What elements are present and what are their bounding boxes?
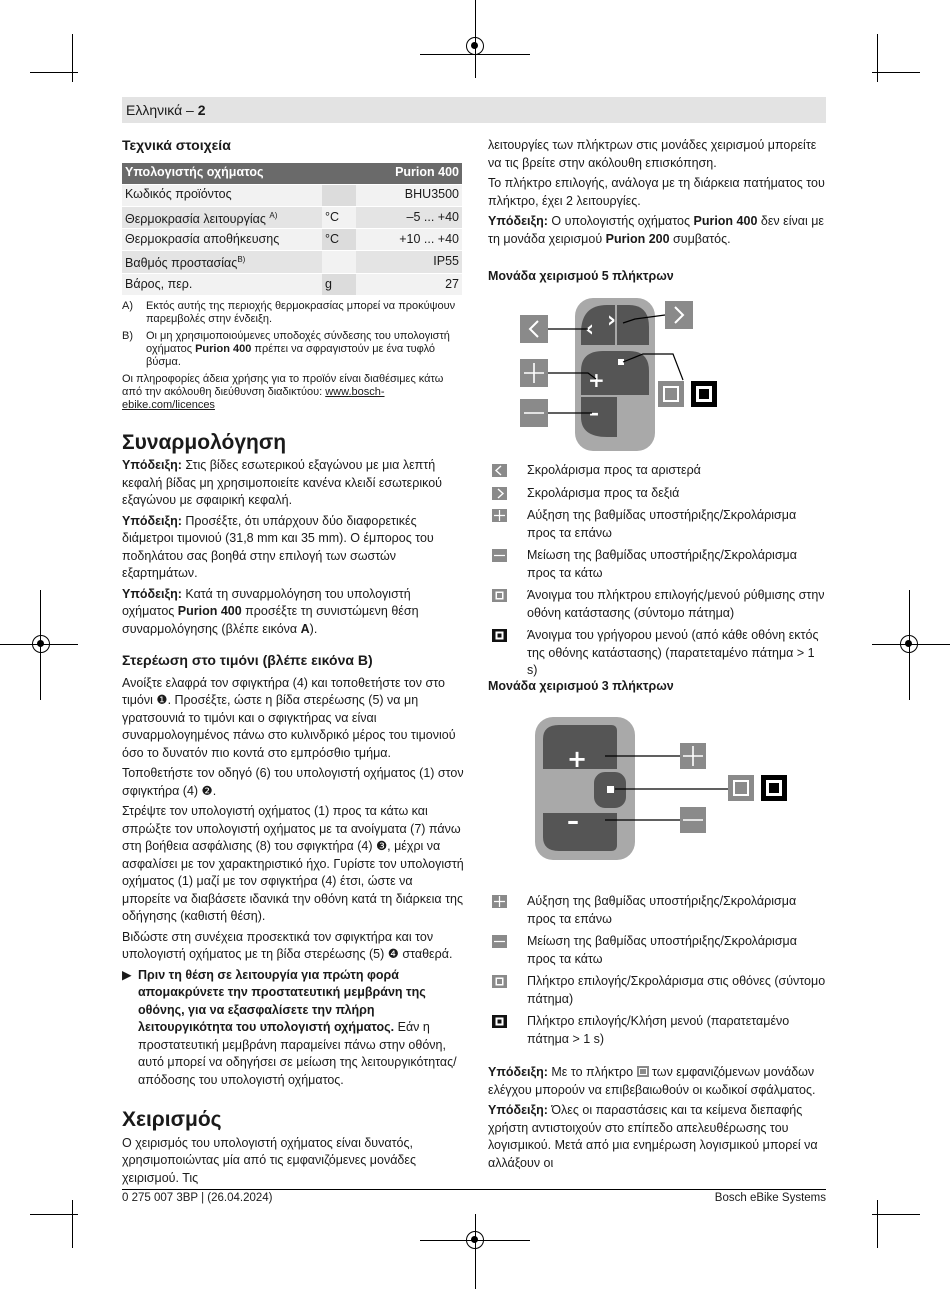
spec-head-value: Purion 400 [356,163,462,185]
crop-mark [30,72,78,73]
page-header [122,97,826,123]
page-number: 2 [197,102,206,118]
spec-value: –5 ... +40 [356,206,462,229]
svg-text:‹: ‹ [585,317,595,342]
spec-label: Θερμοκρασία λειτουργίας [125,211,266,226]
list-item: Πλήκτρο επιλογής/Κλήση μενού (παρατεταμένο πάτημα > 1 s) [488,1013,826,1048]
list-item: Άνοιγμα του γρήγορου μενού (από κάθε οθόνη εκτός της οθόνης κατάστασης) (παρατεταμένο πάτημα > 1 s) [488,627,826,680]
footer-doc-id: 0 275 007 3BP | (26.04.2024) [122,1192,273,1204]
mounting-step-4: Βιδώστε στη συνέχεια προσεκτικά τον σφιγκτήρα και τον υπολογιστή οχήματος με τη βίδα στερέωσης (5) ❹ σταθερά. [122,929,453,962]
spec-label: Βαθμός προστασίας [125,256,238,271]
list-item: Σκρολάρισμα προς τα δεξιά [488,485,826,503]
crop-mark [475,1214,476,1289]
spec-unit [322,184,356,206]
list-item: Σκρολάρισμα προς τα αριστερά [488,462,826,480]
license-note: Οι πληροφορίες άδεια χρήσης για το προϊόν είναι διαθέσιμες κάτω από την ακόλουθη διεύθυνση διαδικτύου: www.bosch-ebike.com/licences [122,372,444,411]
arrow-left-icon [492,464,507,477]
spec-unit: °C [322,229,356,251]
select-key-icon [492,589,507,602]
spec-value: 27 [356,273,462,295]
plus-icon [492,895,507,908]
assembly-hint-1: Υπόδειξη: Στις βίδες εσωτερικού εξαγώνου με μια λεπτή κεφαλή βίδας μη χρησιμοποιείτε κανένα κλειδί εσωτερικού εξαγώνου με σφαιρική κεφαλή. [122,458,443,508]
registration-mark-icon [900,635,918,653]
spec-table [122,163,462,296]
list-item: Πλήκτρο επιλογής/Σκρολάρισμα στις οθόνες (σύντομο πάτημα) [488,973,826,1008]
warning-bullet: ▶ Πριν τη θέση σε λειτουργία για πρώτη φορά απομακρύνετε την προστατευτική μεμβράνη της οθόνης, για να εξασφαλίσετε την πλήρη λειτουργικότητα του υπολογιστή οχήματος. Εάν η προστατευτική μεμβράνη παραμείνει πάνω στην οθόνη, αυτό μπορεί να οδηγήσει σε μείωση της λειτουργικότητας/απόδοσης του υπολογιστή οχήματος. [122,967,464,1090]
crop-mark [877,34,878,82]
footer-brand: Bosch eBike Systems [714,1192,826,1204]
right-column-top [488,137,826,286]
svg-text:–: – [589,401,599,425]
crop-mark [72,34,73,82]
table-row [122,206,462,229]
assembly-hint-2: Υπόδειξη: Προσέξτε, ότι υπάρχουν δύο διαφορετικές διάμετροι τιμονιού (31,8 mm και 35 mm). Ο έμπορος του ποδηλάτου σας βοηθά στην επιλογή των σωστών εξαρτημάτων. [122,513,434,581]
mounting-step-2: Τοποθετήστε τον οδηγό (6) του υπολογιστή οχήματος (1) στον σφιγκτήρα (4) ❷. [122,766,464,798]
mounting-step-3: Στρέψτε τον υπολογιστή οχήματος (1) προς τα κάτω και σπρώξτε τον υπολογιστή οχήματος με τα ανοίγματα (7) πάνω στη βοήθεια ασφάλισης (8) του σφιγκτήρα (4) ❸, μέχρι να ασφαλίσει με τον χαρακτηριστικό ήχο. Γυρίστε τον υπολογιστή οχήματος (1) μαζί με τον σφιγκτήρα (4) έτσι, ώστε να μπορείτε να διαβάσετε ιδανικά την οθόνη κατά τη διάρκεια της οδήγησης (καθιστή θέση). [122,804,464,924]
unit3-heading: Μονάδα χειρισμού 3 πλήκτρων [488,679,674,693]
select-key-long-press-icon [492,629,507,642]
svg-text:+: + [588,368,605,392]
final-hint-1: Υπόδειξη: Με το πλήκτρο των εμφανιζόμενων μονάδων ελέγχου μπορούν να επιβεβαιωθούν οι κωδικοί σφάλματος. [488,1065,816,1097]
select-key-icon [637,1066,649,1077]
arrow-right-icon [492,487,507,500]
list-item: Άνοιγμα του πλήκτρου επιλογής/μενού ρύθμισης στην οθόνη κατάστασης (σύντομο πάτημα) [488,587,826,622]
final-hints [488,1064,826,1175]
registration-mark-icon [466,1231,484,1249]
header-language: Ελληνικά [126,102,183,118]
crop-mark [30,1214,78,1215]
svg-text:›: › [607,308,617,333]
unit5-legend [488,462,826,685]
spec-footnote-ref: A) [269,210,278,220]
three-key-unit-figure [535,715,795,865]
footer-divider [122,1189,826,1190]
crop-mark [72,1200,73,1248]
list-item: Μείωση της βαθμίδας υποστήριξης/Σκρολάρισμα προς τα κάτω [488,933,826,968]
spec-value: BHU3500 [356,184,462,206]
table-row [122,273,462,295]
list-item: Μείωση της βαθμίδας υποστήριξης/Σκρολάρισμα προς τα κάτω [488,547,826,582]
operation-paragraph: Ο χειρισμός του υπολογιστή οχήματος είναι δυνατός, χρησιμοποιώντας μία από τις εμφανιζόμενες μονάδες χειρισμού. Τις [122,1135,416,1185]
license-link[interactable]: www.bosch-ebike.com/licences [122,385,385,411]
table-row [122,184,462,206]
spec-footnote-ref: B) [237,255,246,265]
unit3-legend [488,893,826,1053]
spec-unit: °C [322,206,356,229]
spec-label: Θερμοκρασία αποθήκευσης [125,231,280,246]
footnotes [122,300,464,412]
final-hint-2: Υπόδειξη: Όλες οι παραστάσεις και τα κείμενα διεπαφής χρήστη αντιστοιχούν στο επίπεδο απελευθέρωσης του λογισμικού. Μετά από μια ενημέρωση λογισμικού μπορεί να αλλάξουν οι [488,1103,818,1170]
footnote-b: B) Οι μη χρησιμοποιούμενες υποδοχές σύνδεσης του υπολογιστή οχήματος Purion 400 πρέπει να σφραγιστούν με ένα τυφλό βύσμα. [122,329,450,368]
spec-unit [322,251,356,274]
registration-mark-icon [32,635,50,653]
crop-mark [872,72,920,73]
table-row [122,229,462,251]
header-dash: – [182,102,198,118]
svg-text:+: + [567,745,588,773]
footnote-a: A) Εκτός αυτής της περιοχής θερμοκρασίας μπορεί να προκύψουν παρεμβολές στην ένδειξη. [122,299,456,325]
spec-table-head [122,163,462,185]
select-key-icon [492,975,507,988]
plus-icon [492,509,507,522]
registration-mark-icon [466,37,484,55]
crop-mark [877,1200,878,1248]
spec-label: Κωδικός προϊόντος [125,187,232,202]
list-item: Αύξηση της βαθμίδας υποστήριξης/Σκρολάρισμα προς τα επάνω [488,893,826,928]
mounting-step-1: Ανοίξτε ελαφρά τον σφιγκτήρα (4) και τοποθετήστε τον στο τιμόνι ❶. Προσέξτε, ώστε η βίδα στερέωσης (5) να μη γρατσουνιά το τιμόνι και ο σφιγκτήρας να είναι συναρμολογημένος πάνω στο κυλινδρικό μέρος του τιμονιού όσο το δυνατόν πιο κοντά στο εμπρόσθιο τμήμα. [122,675,456,760]
five-key-unit-figure [515,295,745,455]
select-key-long-press-icon [492,1015,507,1028]
spec-head-label: Υπολογιστής οχήματος [122,163,322,185]
spec-label: Βάρος, περ. [125,276,193,291]
spec-value: +10 ... +40 [356,229,462,251]
table-row [122,251,462,274]
list-item: Αύξηση της βαθμίδας υποστήριξης/Σκρολάρισμα προς τα επάνω [488,507,826,542]
svg-text:–: – [567,807,579,835]
left-column [122,137,464,1190]
operation-heading: Χειρισμός [122,1108,222,1132]
assembly-heading: Συναρμολόγηση [122,430,287,454]
assembly-hint-3: Υπόδειξη: Κατά τη συναρμολόγηση του υπολογιστή οχήματος Purion 400 προσέξτε τη συνιστώμενη θέση συναρμολόγησης (βλέπε εικόνα A). [122,586,419,636]
triangle-right-icon: ▶ [122,967,132,982]
operation-hint: Υπόδειξη: Ο υπολογιστής οχήματος Purion 400 δεν είναι με τη μονάδα χειρισμού Purion 200 συμβατός. [488,214,824,246]
mounting-heading: Στερέωση στο τιμόνι (βλέπε εικόνα B) [122,652,373,669]
minus-icon [492,935,507,948]
minus-icon [492,549,507,562]
operation-paragraph-cont: λειτουργίες των πλήκτρων στις μονάδες χειρισμού μπορείτε να τις βρείτε στην ακόλουθη επισκόπηση. [488,138,817,170]
spec-unit: g [322,273,356,295]
spec-value: IP55 [356,251,462,274]
tech-heading: Τεχνικά στοιχεία [122,137,231,153]
unit5-heading: Μονάδα χειρισμού 5 πλήκτρων [488,269,674,283]
operation-select-key: Το πλήκτρο επιλογής, ανάλογα με τη διάρκεια πατήματος του πλήκτρο, έχει 2 λειτουργίες. [488,176,825,208]
crop-mark [872,1214,920,1215]
